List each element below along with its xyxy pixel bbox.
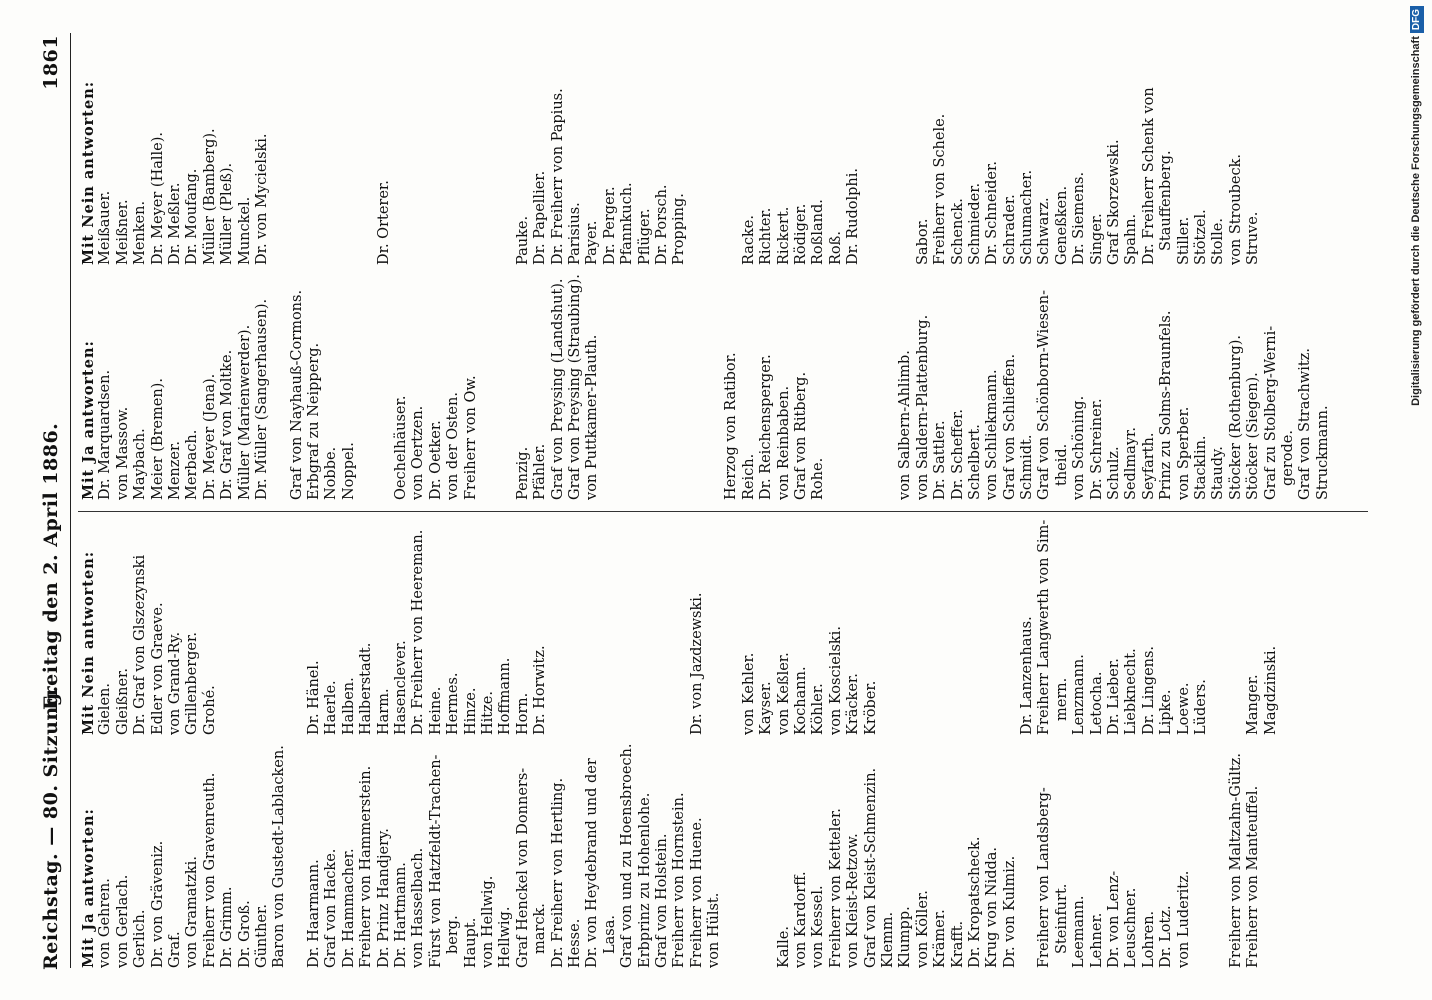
name-entry — [219, 520, 236, 735]
name-entry: Dr. Marquardsen. — [97, 369, 114, 500]
name-entry: Propping. — [671, 193, 688, 265]
name-entry — [863, 274, 880, 500]
name-entry — [880, 81, 897, 265]
name-entry: von Koscielski. — [827, 626, 844, 735]
name-entry: Dr. Graf von Glszezynski — [132, 554, 149, 735]
name-entry — [984, 520, 1001, 735]
name-entry: Krämer. — [932, 909, 949, 968]
header-left: Reichstag. — 80. Sitzung. — [40, 685, 62, 970]
name-entry — [254, 520, 271, 735]
name-entry: von Sperber. — [1175, 406, 1192, 500]
name-entry: Dr. Oetker. — [427, 420, 444, 500]
column-4 — [80, 81, 1263, 265]
name-entry: von Kleist-Retzow. — [845, 833, 862, 968]
name-entry: Schumacher. — [1019, 169, 1036, 265]
name-entry — [271, 274, 288, 500]
name-entry — [1210, 744, 1227, 969]
name-entry: Haerle. — [323, 680, 340, 735]
name-entry: Staudy. — [1210, 446, 1227, 500]
name-entry — [723, 81, 740, 265]
name-entry — [445, 81, 462, 265]
name-entry — [654, 520, 671, 735]
name-entry: Haupt. — [462, 917, 479, 968]
name-entry: Dr. Moufang. — [184, 168, 201, 265]
name-entry: Hermes. — [445, 672, 462, 735]
name-entry: Graf von Preysing (Landshut). — [549, 278, 566, 500]
name-entry: von Köller. — [914, 890, 931, 968]
name-entry: Manger. — [1245, 674, 1262, 735]
name-entry: von Salbern-Ahlimb. — [897, 350, 914, 500]
name-entry: Graf von und zu Hoensbroech. — [619, 743, 636, 968]
name-entry — [550, 520, 567, 735]
name-entry — [376, 274, 393, 500]
name-entry: Struve. — [1245, 211, 1262, 265]
name-entry: Stolle. — [1210, 218, 1227, 265]
name-entry: Dr. Haarmann. — [306, 859, 323, 968]
name-entry: Freiherr von Ow. — [462, 375, 479, 500]
name-entry — [723, 520, 740, 735]
name-entry: Freiherr von Maltzahn-Gültz. — [1227, 753, 1244, 968]
name-entry: von Reinbaben. — [775, 385, 792, 500]
name-entry: Sabor. — [914, 218, 931, 265]
column-2 — [80, 520, 1280, 735]
name-entry: von Grand-Ry. — [166, 631, 183, 735]
name-entry: Dr. Lingens. — [1140, 645, 1157, 735]
name-entry: Freiherr von Gravenreuth. — [201, 772, 218, 968]
name-entry: Hesse. — [566, 918, 583, 968]
name-entry: Müller (Pleß). — [219, 162, 236, 265]
name-entry — [1228, 520, 1245, 735]
name-entry: von Massow. — [114, 406, 131, 500]
name-entry: von der Osten. — [445, 392, 462, 500]
name-entry: Menzer. — [166, 441, 183, 500]
name-entry: Harm. — [375, 688, 392, 735]
name-entry — [845, 274, 862, 500]
name-entry: Dr. Sattler. — [932, 420, 949, 500]
name-entry: Dr. Freiherr von Papius. — [549, 88, 566, 265]
name-entry: von Oertzen. — [410, 405, 427, 500]
name-entry: Klumpp. — [897, 906, 914, 968]
name-entry: Struckmann. — [1314, 405, 1331, 500]
name-entry: Oechelhäuser. — [393, 395, 410, 500]
page-header — [40, 35, 70, 970]
name-entry — [950, 520, 967, 735]
name-entry: Dr. Hammacher. — [340, 848, 357, 968]
name-entry: Parisius. — [566, 202, 583, 265]
name-entry: Freiherr von Hammerstein. — [358, 765, 375, 968]
dfg-watermark — [1404, 6, 1428, 996]
name-entry: Dr. Horwitz. — [532, 645, 549, 735]
dfg-logo: DFG — [1410, 6, 1424, 33]
name-entry: von Gehren. — [97, 878, 114, 968]
name-entry: von Kardorff. — [793, 871, 810, 968]
name-entry: Pfähler. — [532, 443, 549, 500]
name-entry: von Kehler. — [740, 652, 757, 735]
name-entry: Fürst von Hatzfeldt-Trachen- — [427, 754, 444, 968]
name-entry: Freiherr von Huene. — [688, 817, 705, 968]
name-entry: Schrader. — [1001, 194, 1018, 265]
column-heading: Mit Ja antworten: — [80, 340, 97, 500]
name-entry: Pflüger. — [636, 208, 653, 265]
name-entry: Schelbert. — [966, 424, 983, 500]
name-entry — [741, 744, 758, 969]
name-entry: Günther. — [253, 904, 270, 968]
name-entry: Schulz. — [1106, 446, 1123, 500]
name-entry: Krafft. — [949, 920, 966, 968]
name-entry — [758, 744, 775, 969]
name-entry: Köhler. — [810, 683, 827, 735]
name-entry: Dr. von Mycielski. — [253, 133, 270, 265]
name-entry: von Hasselbach. — [410, 847, 427, 968]
name-entry — [723, 744, 740, 969]
name-entry — [915, 520, 932, 735]
name-entry: Rickert. — [775, 206, 792, 265]
name-entry — [863, 81, 880, 265]
name-entry — [880, 520, 897, 735]
name-entry: Stöcker (Rothenburg). — [1227, 334, 1244, 500]
name-entry: Kochann. — [793, 666, 810, 735]
name-entry: von Puttkamer-Plauth. — [584, 334, 601, 500]
name-entry: Steinfurt. — [1053, 883, 1070, 954]
name-entry: Leuschner. — [1123, 887, 1140, 968]
name-entry: Sedlmayr. — [1123, 427, 1140, 500]
name-entry: von Gerlach. — [114, 874, 131, 968]
name-entry — [497, 81, 514, 265]
name-entry: Dr. Reichensperger. — [758, 354, 775, 500]
name-entry — [671, 274, 688, 500]
name-entry: Kröber. — [862, 680, 879, 735]
name-entry: Hoffmann. — [497, 657, 514, 735]
name-entry — [480, 81, 497, 265]
name-entry: Gerlich. — [132, 909, 149, 968]
name-entry: Meißner. — [114, 199, 131, 265]
name-entry: Halben. — [340, 677, 357, 735]
name-entry: Kayser. — [758, 681, 775, 735]
name-entry: von Luderitz. — [1175, 870, 1192, 968]
name-entry: Dr. Perger. — [601, 186, 618, 265]
watermark-text: Digitalisierung gefördert durch die Deutsche Forschungsgemeinschaft — [1410, 36, 1422, 406]
name-entry: Graf von Preysing (Straubing). — [566, 274, 583, 500]
name-entry: Müller (Marienwerder). — [236, 324, 253, 500]
name-entry: Freiherr von Ketteler. — [827, 808, 844, 968]
name-entry: Freiherr von Schele. — [932, 113, 949, 265]
name-entry — [567, 520, 584, 735]
name-entry: Spahn. — [1123, 213, 1140, 265]
name-entry — [689, 81, 706, 265]
column-3 — [80, 274, 1332, 500]
name-entry: Grillenberger. — [184, 632, 201, 735]
name-entry: Dr. Lieber. — [1106, 658, 1123, 735]
name-entry: Freiherr Langwerth von Sim- — [1036, 519, 1053, 735]
name-entry: Dr. Hänel. — [306, 660, 323, 735]
name-entry: Dr. Freiherr von Heereman. — [410, 529, 427, 735]
header-rule — [70, 33, 71, 968]
name-entry: Noppel. — [340, 442, 357, 500]
name-entry: von Hellwig. — [479, 875, 496, 968]
name-entry: Hinze. — [462, 687, 479, 735]
name-entry — [706, 81, 723, 265]
name-entry: Hellwig. — [497, 906, 514, 968]
name-entry: Gleißner. — [114, 668, 131, 735]
name-entry: Erbgraf zu Neipperg. — [306, 342, 323, 500]
name-entry: Kalle. — [775, 926, 792, 968]
name-entry: Pauke. — [514, 215, 531, 265]
name-entry: Dr. Müller (Sangerhausen). — [253, 298, 270, 500]
name-entry: Graf. — [166, 931, 183, 968]
name-entry: Roß. — [827, 231, 844, 265]
name-entry: marck. — [532, 903, 549, 954]
name-entry: Dr. von Gräveniz. — [149, 840, 166, 968]
column-1 — [80, 744, 1263, 969]
name-entry — [671, 520, 688, 735]
name-entry — [689, 274, 706, 500]
name-entry: von Hülst. — [706, 892, 723, 968]
name-entry: Stöcker (Siegen). — [1245, 372, 1262, 500]
name-entry — [654, 274, 671, 500]
name-entry — [706, 274, 723, 500]
name-entry: Geneßken. — [1053, 185, 1070, 265]
name-entry: Klemm. — [879, 911, 896, 968]
name-entry: Graf von Strachwitz. — [1297, 348, 1314, 500]
name-entry: Richter. — [758, 207, 775, 265]
name-entry: Erbprinz zu Hohenlohe. — [636, 792, 653, 968]
name-entry: Graf von Holstein. — [653, 833, 670, 968]
name-entry: Krug von Nidda. — [984, 846, 1001, 968]
name-entry: Stauffenberg. — [1158, 150, 1175, 251]
name-entry: Edler von Graeve. — [149, 602, 166, 735]
name-entry — [637, 274, 654, 500]
name-entry: Dr. Freiherr Schenk von — [1140, 87, 1157, 265]
column-divider — [78, 511, 1368, 512]
name-entry: Liebknecht. — [1123, 648, 1140, 735]
name-entry: Freiherr von Landsberg- — [1036, 787, 1053, 968]
name-entry: Pfannkuch. — [619, 182, 636, 265]
name-entry: Dr. von Kulmiz. — [1001, 855, 1018, 968]
name-entry — [323, 81, 340, 265]
name-entry: Dr. Orterer. — [375, 180, 392, 265]
name-entry: Dr. Lotz. — [1158, 905, 1175, 968]
name-entry — [602, 274, 619, 500]
name-entry: Singer. — [1088, 213, 1105, 265]
name-entry — [358, 274, 375, 500]
name-entry — [897, 520, 914, 735]
name-entry: Maybach. — [132, 428, 149, 500]
name-entry: Freiherr von Manteuffel. — [1245, 785, 1262, 968]
page-number: 1861 — [40, 35, 62, 90]
name-entry: Hitze. — [479, 691, 496, 735]
name-entry: Dr. Freiherr von Hertling. — [549, 777, 566, 968]
name-entry: Loewe. — [1175, 682, 1192, 735]
name-entry: von Stroubeck. — [1227, 153, 1244, 265]
name-entry: Dr. Papellier. — [532, 170, 549, 265]
name-entry — [1002, 520, 1019, 735]
name-entry: Schwarz. — [1036, 197, 1053, 265]
column-heading: Mit Nein antworten: — [80, 550, 97, 735]
name-entry: Schenck. — [949, 198, 966, 265]
name-entry: Roßland. — [810, 199, 827, 265]
name-entry: Dr. Graf von Moltke. — [219, 349, 236, 500]
name-entry: Merbach. — [184, 429, 201, 500]
name-entry: Prinz zu Solms-Braunfels. — [1158, 310, 1175, 500]
name-entry: Schmieder. — [966, 182, 983, 265]
name-entry: Baron von Gustedt-Lablacken. — [271, 745, 288, 968]
name-entry: Stiller. — [1175, 216, 1192, 265]
name-entry: Meißauer. — [97, 190, 114, 265]
name-entry: Leemann. — [1071, 895, 1088, 968]
name-entry: Dr. Siemens. — [1071, 171, 1088, 265]
header-middle: Freitag den 2. April 1886. — [40, 422, 62, 710]
name-entry: Lenzmann. — [1071, 654, 1088, 735]
name-entry: Dr. von Heydebrand und der — [584, 758, 601, 968]
name-entry: von Kessel. — [810, 885, 827, 968]
name-entry: Payer. — [584, 220, 601, 265]
name-entry: Reich. — [740, 453, 757, 500]
name-entry: Nobbe. — [323, 446, 340, 500]
name-entry — [1019, 744, 1036, 969]
name-entry — [306, 81, 323, 265]
name-entry — [289, 744, 306, 969]
name-entry: Lüders. — [1193, 679, 1209, 735]
name-entry: Dr. Lanzenhaus. — [1019, 616, 1036, 735]
name-entry: Herzog von Ratibor. — [723, 352, 740, 500]
name-entry: Dr. Porsch. — [653, 184, 670, 265]
name-entry: Graf zu Stolberg-Werni- — [1262, 325, 1279, 500]
name-entry: Heine. — [427, 686, 444, 735]
name-entry: Freiherr von Hornstein. — [671, 792, 688, 968]
name-entry — [967, 520, 984, 735]
name-entry — [237, 520, 254, 735]
name-entry: Graf von Schönborn-Wiesen- — [1036, 290, 1053, 500]
name-entry: von Saldern-Plattenburg. — [914, 314, 931, 500]
name-entry: Dr. Schneider. — [984, 161, 1001, 265]
name-entry — [271, 520, 288, 735]
name-entry — [880, 274, 897, 500]
name-entry: Dr. Hartmann. — [393, 862, 410, 968]
name-entry: Lehner. — [1088, 912, 1105, 968]
column-heading: Mit Ja antworten: — [80, 808, 97, 968]
name-entry — [341, 81, 358, 265]
name-entry: Graf von Schlieffen. — [1001, 353, 1018, 500]
name-entry: Graf von Nayhauß-Cormons. — [288, 289, 305, 500]
name-entry: Penzig. — [514, 446, 531, 500]
name-entry: Dr. Meßler. — [166, 182, 183, 265]
name-entry: Magdzinski. — [1262, 645, 1279, 735]
name-entry: Horn. — [514, 692, 531, 735]
name-entry — [271, 81, 288, 265]
name-entry — [637, 520, 654, 735]
name-entry: Dr. Scheffer. — [949, 409, 966, 500]
name-entry — [289, 81, 306, 265]
name-entry: Halberstadt. — [358, 642, 375, 735]
name-entry — [1193, 744, 1210, 969]
name-entry: Seyfarth. — [1140, 432, 1157, 500]
name-entry — [393, 81, 410, 265]
name-entry: Schmidt. — [1019, 434, 1036, 500]
name-entry — [932, 520, 949, 735]
name-entry: Dr. Schreiner. — [1088, 398, 1105, 500]
name-entry — [897, 81, 914, 265]
name-entry: berg. — [445, 915, 462, 954]
name-entry: mern. — [1053, 677, 1070, 721]
name-entry — [1210, 520, 1227, 735]
name-entry: Dr. Grimm. — [219, 886, 236, 968]
name-entry: Munckel. — [236, 196, 253, 265]
name-entry: Dr. Meyer (Jena). — [201, 373, 218, 500]
name-entry: Dr. Meyer (Halle). — [149, 132, 166, 265]
name-entry: Rödiger. — [793, 203, 810, 265]
name-entry — [497, 274, 514, 500]
name-entry: Graf von Kleist-Schmenzin. — [862, 767, 879, 968]
name-entry: theid. — [1053, 443, 1070, 486]
name-entry: Hasenclever. — [393, 640, 410, 735]
name-entry: Dr. Prinz Handjery. — [375, 828, 392, 968]
name-entry: Lipke. — [1158, 689, 1175, 735]
name-entry — [619, 520, 636, 735]
name-entry: von Gramatzki. — [184, 856, 201, 968]
name-entry: Rohe. — [810, 457, 827, 500]
name-entry — [706, 520, 723, 735]
name-entry: Graf von Ritberg. — [793, 371, 810, 500]
name-entry — [619, 274, 636, 500]
name-entry: Dr. von Jazdzewski. — [688, 592, 705, 735]
column-heading: Mit Nein antworten: — [80, 80, 97, 265]
name-entry: Kräcker. — [845, 673, 862, 735]
name-entry: Stacklin. — [1193, 435, 1209, 500]
name-entry: Letocha. — [1088, 671, 1105, 735]
name-entry: von Schöning. — [1071, 395, 1088, 500]
name-entry — [602, 520, 619, 735]
name-entry: Graf von Hacke. — [323, 848, 340, 968]
name-entry: Gielen. — [97, 683, 114, 735]
name-entry: Graf Skorzewski. — [1106, 139, 1123, 265]
name-entry — [358, 81, 375, 265]
name-entry: Dr. Kropatscheck. — [966, 836, 983, 968]
name-entry: Dr. von Lenz- — [1106, 870, 1123, 968]
name-entry — [463, 81, 480, 265]
name-entry: Lasa. — [601, 915, 618, 954]
name-entry: gerode. — [1279, 430, 1296, 486]
name-entry — [410, 81, 427, 265]
name-entry: Dr. Groß. — [236, 900, 253, 968]
name-entry: Müller (Bamberg). — [201, 128, 218, 265]
name-entry — [584, 520, 601, 735]
name-entry — [289, 520, 306, 735]
name-entry — [428, 81, 445, 265]
name-entry: Meier (Bremen). — [149, 378, 166, 500]
name-entry: Grohé. — [201, 685, 218, 735]
name-entry: Dr. Rudolphi. — [845, 168, 862, 265]
name-entry: Lohren. — [1140, 910, 1157, 968]
name-entry — [828, 274, 845, 500]
name-entry: Graf Henckel von Donners- — [514, 767, 531, 968]
name-entry — [480, 274, 497, 500]
name-entry: von Keßler. — [775, 652, 792, 735]
name-entry: Menken. — [132, 200, 149, 265]
name-entry: Racke. — [740, 215, 757, 265]
name-entry: von Schliekmann. — [984, 369, 1001, 500]
name-entry: Stötzel. — [1193, 209, 1209, 265]
